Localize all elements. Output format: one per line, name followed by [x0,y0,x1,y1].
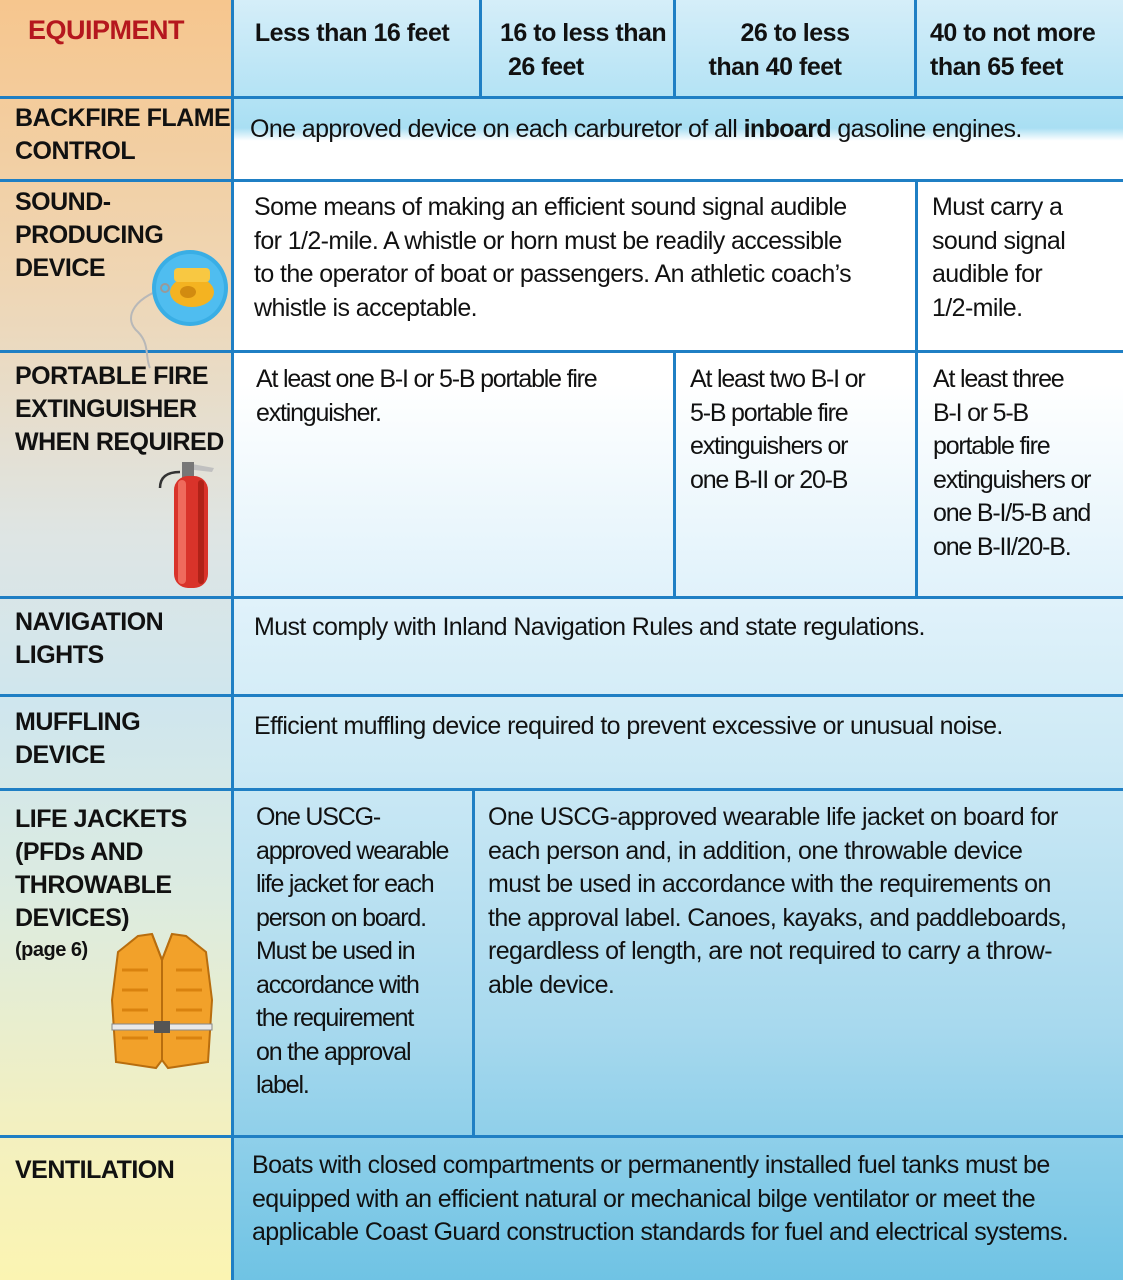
grid-line [0,788,1123,791]
navigation-requirement [254,611,1114,645]
column-header-less-than-16 [234,16,470,50]
cell-text: gasoline engines. [831,115,1022,143]
grid-line [915,181,918,597]
header-text: 16 to less than [500,19,667,47]
ventilation-requirement [252,1149,1118,1250]
cell-text: portable fire [933,432,1050,460]
sound-requirement-under-40ft [254,191,914,325]
row-label-ventilation [15,1154,174,1187]
cell-text: must be used in accordance with the requirements on [488,870,1051,898]
label-text: CONTROL [15,137,136,165]
header-text: 26 to less [740,19,850,47]
cell-text: accordance with [256,970,419,999]
row-label-backfire [15,102,230,168]
cell-text: regardless of length, are not required to carry a throw- [488,937,1052,965]
label-text: BACKFIRE FLAME [15,104,231,132]
cell-text: extinguisher. [256,398,381,427]
cell-text: Must comply with Inland Navigation Rules and state regulations. [254,613,925,641]
column-header-16-to-26 [483,16,673,84]
grid-line [472,790,475,1137]
life-jacket-icon [108,930,216,1070]
whistle-icon [120,240,235,370]
cell-text: applicable Coast Guard construction standards for fuel and electrical systems. [252,1218,1069,1246]
extinguisher-requirement-under-26ft [256,363,666,430]
lifejacket-requirement-under-16ft [256,801,470,1103]
cell-text-bold: inboard [743,115,832,143]
extinguisher-requirement-40-to-65ft [933,363,1118,564]
header-text: than 65 feet [930,53,1063,81]
cell-text: extinguishers or [933,465,1091,494]
muffling-requirement [254,710,1114,744]
fire-extinguisher-icon [158,458,220,592]
cell-text: whistle is acceptable. [254,293,478,322]
cell-text: the approval label. Canoes, kayaks, and paddleboards, [488,903,1067,932]
cell-text: 1/2-mile. [932,293,1023,322]
row-label-fire-extinguisher [15,360,224,459]
label-text: MUFFLING [15,708,141,736]
cell-text: B-I or 5-B [933,398,1028,427]
grid-line [0,596,1123,599]
cell-text: 5-B portable fire [690,398,848,427]
sound-requirement-40-to-65ft [932,191,1117,325]
grid-line [0,179,1123,182]
extinguisher-requirement-26-to-40ft [690,363,910,497]
cell-text: on the approval [256,1037,411,1066]
cell-text: extinguishers or [690,432,848,460]
label-text: THROWABLE [15,871,172,899]
cell-text: One USCG-approved wearable life jacket on board for [488,803,1058,831]
cell-text: one B-II or 20-B [690,465,848,494]
label-text: VENTILATION [15,1156,175,1184]
cell-text: person on board. [256,903,426,932]
cell-text: approved wearable [256,836,449,865]
row-label-muffling-device [15,706,140,772]
header-text: 40 to not more [930,19,1096,47]
cell-text: one B-II/20-B. [933,532,1071,561]
cell-text: each person and, in addition, one throwable device [488,836,1023,865]
cell-text: Must carry a [932,193,1063,221]
cell-text: label. [256,1071,309,1099]
header-text: than 40 feet [708,53,842,81]
cell-text: Efficient muffling device required to prevent excessive or unusual noise. [254,712,1003,740]
label-text: DEVICES) [15,904,130,932]
cell-text: Some means of making an efficient sound signal audible [254,193,847,221]
label-text: NAVIGATION [15,608,164,636]
grid-line [479,0,482,98]
label-text: PRODUCING [15,221,164,249]
cell-text: for 1/2-mile. A whistle or horn must be readily accessible [254,226,842,255]
label-text: LIGHTS [15,641,104,669]
grid-line [231,0,234,1280]
label-text: (PFDs AND [15,838,143,866]
equipment-header: EQUIPMENT [28,15,185,45]
label-text: SOUND- [15,188,111,216]
grid-line [0,1135,1123,1138]
label-text: LIFE JACKETS [15,805,187,833]
grid-line [0,96,1123,99]
cell-text: to the operator of boat or passengers. An athletic coach’s [254,260,852,288]
label-text: EXTINGUISHER [15,395,197,423]
label-text: PORTABLE FIRE [15,362,209,390]
cell-text: Boats with closed compartments or permanently installed fuel tanks must be [252,1151,1050,1179]
backfire-requirement [250,113,1110,147]
cell-text: At least two B-I or [690,365,865,393]
cell-text: the requirement [256,1004,414,1032]
cell-text: At least one B-I or 5-B portable fire [256,365,597,393]
cell-text: Must be used in [256,937,415,965]
grid-line [673,352,676,597]
cell-text: equipped with an efficient natural or mechanical bilge ventilator or meet the [252,1184,1035,1213]
lifejacket-requirement-16-to-65ft [488,801,1118,1002]
cell-text: one B-I/5-B and [933,499,1091,527]
cell-text: able device. [488,970,615,999]
cell-text: audible for [932,260,1043,288]
page-reference: (page 6) [15,939,88,961]
cell-text: sound signal [932,226,1066,255]
label-text: WHEN REQUIRED [15,428,224,456]
header-text: Less than 16 feet [254,19,450,47]
label-text: DEVICE [15,741,106,769]
cell-text: One USCG- [256,803,380,831]
grid-line [673,0,676,98]
row-label-navigation-lights [15,606,163,672]
column-header-26-to-40 [677,16,913,84]
cell-text: One approved device on each carburetor of all [250,115,744,143]
grid-line [914,0,917,98]
cell-text: life jacket for each [256,870,434,898]
column-header-40-to-65 [918,16,1123,84]
header-text: 26 feet [508,53,584,81]
label-text: DEVICE [15,254,106,282]
cell-text: At least three [933,365,1064,393]
grid-line [0,694,1123,697]
